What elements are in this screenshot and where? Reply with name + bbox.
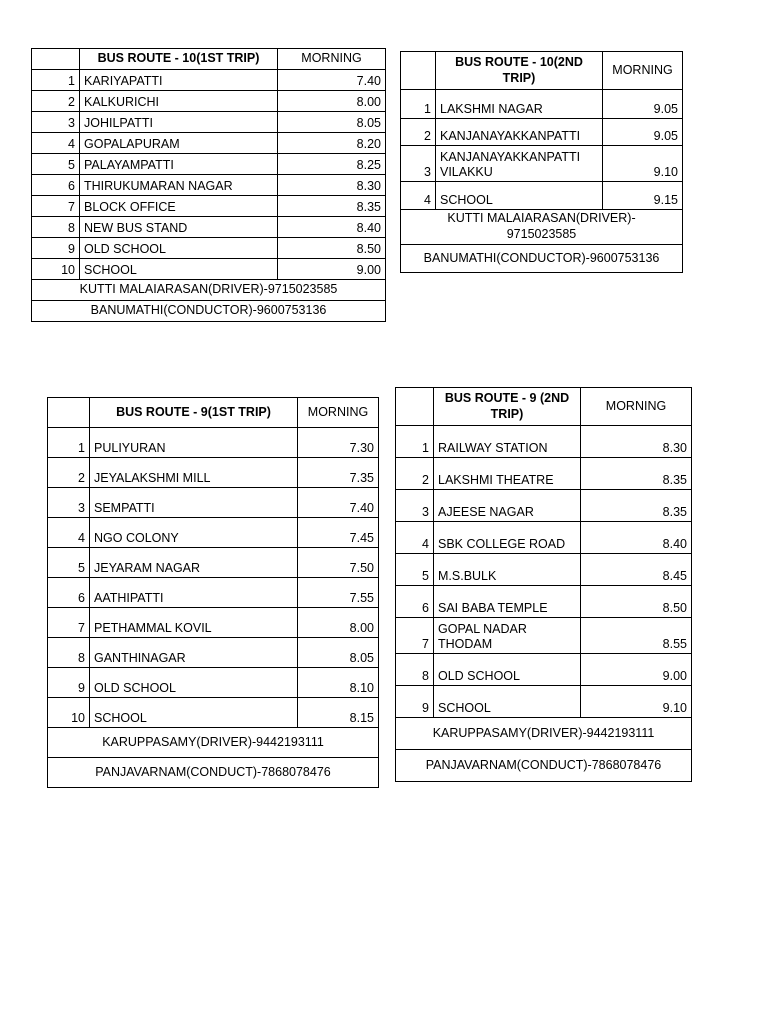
table-row xyxy=(48,428,379,458)
stop-number: 5 xyxy=(32,154,80,175)
route-10-trip-2-table xyxy=(400,51,683,273)
table-row xyxy=(396,618,692,654)
table-row xyxy=(48,518,379,548)
stop-time: 8.30 xyxy=(278,175,386,196)
table-row xyxy=(401,146,683,182)
stop-time: 8.45 xyxy=(581,554,692,586)
stop-name: M.S.BULK xyxy=(434,554,581,586)
route-title: BUS ROUTE - 10(1ST TRIP) xyxy=(80,49,278,70)
stop-time: 9.10 xyxy=(603,146,683,182)
stop-name: PULIYURAN xyxy=(90,428,298,458)
stop-name: SEMPATTI xyxy=(90,488,298,518)
table-row xyxy=(48,698,379,728)
route-9-trip-1-table xyxy=(47,397,379,788)
table-row xyxy=(396,686,692,718)
table-row xyxy=(32,196,386,217)
stop-name: KANJANAYAKKANPATTI xyxy=(436,119,603,146)
stop-name: PETHAMMAL KOVIL xyxy=(90,608,298,638)
stop-number: 4 xyxy=(401,182,436,210)
stop-name: LAKSHMI NAGAR xyxy=(436,90,603,119)
stop-time: 8.00 xyxy=(278,91,386,112)
stop-name: OLD SCHOOL xyxy=(90,668,298,698)
table-row xyxy=(48,488,379,518)
stop-number: 8 xyxy=(32,217,80,238)
route-title: BUS ROUTE - 9(1ST TRIP) xyxy=(90,398,298,428)
stop-number: 5 xyxy=(396,554,434,586)
table-row xyxy=(32,217,386,238)
stop-time: 8.55 xyxy=(581,618,692,654)
table-row xyxy=(48,548,379,578)
table-row xyxy=(48,578,379,608)
stop-name: AJEESE NAGAR xyxy=(434,490,581,522)
stop-number: 1 xyxy=(401,90,436,119)
conductor-info: PANJAVARNAM(CONDUCT)-7868078476 xyxy=(48,758,379,788)
stop-name: KALKURICHI xyxy=(80,91,278,112)
conductor-info: BANUMATHI(CONDUCTOR)-9600753136 xyxy=(32,301,386,322)
driver-info: KUTTI MALAIARASAN(DRIVER)-9715023585 xyxy=(32,280,386,301)
stop-time: 8.05 xyxy=(298,638,379,668)
stop-time: 8.40 xyxy=(278,217,386,238)
stop-number: 9 xyxy=(48,668,90,698)
stop-time: 8.35 xyxy=(581,458,692,490)
stop-name: SAI BABA TEMPLE xyxy=(434,586,581,618)
stop-time: 7.35 xyxy=(298,458,379,488)
stop-number: 7 xyxy=(32,196,80,217)
stop-time: 9.10 xyxy=(581,686,692,718)
conductor-info: BANUMATHI(CONDUCTOR)-9600753136 xyxy=(401,245,683,273)
stop-time: 9.05 xyxy=(603,90,683,119)
table-row xyxy=(396,554,692,586)
stop-time: 9.15 xyxy=(603,182,683,210)
route-9-trip-2-table xyxy=(395,387,692,782)
stop-number: 6 xyxy=(32,175,80,196)
stop-name: SCHOOL xyxy=(90,698,298,728)
table-row xyxy=(48,668,379,698)
stop-number: 1 xyxy=(32,70,80,91)
stop-time: 8.25 xyxy=(278,154,386,175)
driver-info: KUTTI MALAIARASAN(DRIVER)- 9715023585 xyxy=(401,210,683,245)
table-row xyxy=(32,175,386,196)
table-row xyxy=(396,586,692,618)
stop-number: 8 xyxy=(396,654,434,686)
stop-name: LAKSHMI THEATRE xyxy=(434,458,581,490)
stop-number: 4 xyxy=(396,522,434,554)
stop-time: 7.50 xyxy=(298,548,379,578)
table-row xyxy=(32,259,386,280)
stop-name: SCHOOL xyxy=(436,182,603,210)
table-row xyxy=(401,90,683,119)
period-header: MORNING xyxy=(298,398,379,428)
stop-time: 7.45 xyxy=(298,518,379,548)
table-row xyxy=(32,238,386,259)
stop-time: 8.20 xyxy=(278,133,386,154)
stop-number: 7 xyxy=(396,618,434,654)
index-header xyxy=(396,388,434,426)
stop-time: 9.05 xyxy=(603,119,683,146)
driver-info: KARUPPASAMY(DRIVER)-9442193111 xyxy=(48,728,379,758)
stop-number: 10 xyxy=(32,259,80,280)
stop-name: NEW BUS STAND xyxy=(80,217,278,238)
table-row xyxy=(396,654,692,686)
stop-time: 8.50 xyxy=(278,238,386,259)
table-row xyxy=(48,608,379,638)
stop-time: 8.35 xyxy=(581,490,692,522)
stop-number: 9 xyxy=(396,686,434,718)
table-row xyxy=(401,182,683,210)
stop-time: 9.00 xyxy=(278,259,386,280)
stop-time: 7.55 xyxy=(298,578,379,608)
stop-number: 2 xyxy=(32,91,80,112)
period-header: MORNING xyxy=(278,49,386,70)
stop-name: GOPAL NADAR THODAM xyxy=(434,618,581,654)
table-row xyxy=(48,458,379,488)
table-row xyxy=(32,112,386,133)
index-header xyxy=(401,52,436,90)
stop-name: RAILWAY STATION xyxy=(434,426,581,458)
table-row xyxy=(396,426,692,458)
period-header: MORNING xyxy=(581,388,692,426)
index-header xyxy=(48,398,90,428)
stop-name: GOPALAPURAM xyxy=(80,133,278,154)
stop-number: 3 xyxy=(396,490,434,522)
stop-number: 5 xyxy=(48,548,90,578)
stop-name: BLOCK OFFICE xyxy=(80,196,278,217)
stop-time: 8.00 xyxy=(298,608,379,638)
stop-number: 2 xyxy=(48,458,90,488)
stop-time: 8.05 xyxy=(278,112,386,133)
index-header xyxy=(32,49,80,70)
stop-name: JEYARAM NAGAR xyxy=(90,548,298,578)
stop-name: NGO COLONY xyxy=(90,518,298,548)
stop-name: THIRUKUMARAN NAGAR xyxy=(80,175,278,196)
stop-name: PALAYAMPATTI xyxy=(80,154,278,175)
stop-number: 1 xyxy=(396,426,434,458)
stop-number: 9 xyxy=(32,238,80,259)
stop-number: 2 xyxy=(401,119,436,146)
stop-name: JOHILPATTI xyxy=(80,112,278,133)
stop-name: JEYALAKSHMI MILL xyxy=(90,458,298,488)
stop-time: 7.40 xyxy=(278,70,386,91)
table-row xyxy=(32,91,386,112)
conductor-info: PANJAVARNAM(CONDUCT)-7868078476 xyxy=(396,750,692,782)
stop-name: OLD SCHOOL xyxy=(434,654,581,686)
stop-time: 8.50 xyxy=(581,586,692,618)
stop-name: SBK COLLEGE ROAD xyxy=(434,522,581,554)
stop-time: 8.10 xyxy=(298,668,379,698)
stop-name: OLD SCHOOL xyxy=(80,238,278,259)
table-row xyxy=(48,638,379,668)
driver-info: KARUPPASAMY(DRIVER)-9442193111 xyxy=(396,718,692,750)
stop-number: 7 xyxy=(48,608,90,638)
route-10-trip-1-table xyxy=(31,48,386,322)
stop-number: 4 xyxy=(32,133,80,154)
stop-number: 10 xyxy=(48,698,90,728)
stop-name: SCHOOL xyxy=(434,686,581,718)
route-title: BUS ROUTE - 9 (2ND TRIP) xyxy=(434,388,581,426)
table-row xyxy=(32,70,386,91)
stop-number: 6 xyxy=(396,586,434,618)
period-header: MORNING xyxy=(603,52,683,90)
stop-number: 3 xyxy=(401,146,436,182)
stop-name: AATHIPATTI xyxy=(90,578,298,608)
stop-number: 3 xyxy=(48,488,90,518)
stop-time: 9.00 xyxy=(581,654,692,686)
table-row xyxy=(401,119,683,146)
stop-name: GANTHINAGAR xyxy=(90,638,298,668)
stop-time: 8.35 xyxy=(278,196,386,217)
stop-name: KANJANAYAKKANPATTI VILAKKU xyxy=(436,146,603,182)
stop-time: 8.30 xyxy=(581,426,692,458)
table-row xyxy=(396,458,692,490)
stop-time: 7.40 xyxy=(298,488,379,518)
stop-number: 8 xyxy=(48,638,90,668)
stop-time: 8.15 xyxy=(298,698,379,728)
stop-time: 8.40 xyxy=(581,522,692,554)
stop-number: 4 xyxy=(48,518,90,548)
stop-number: 1 xyxy=(48,428,90,458)
table-row xyxy=(396,522,692,554)
table-row xyxy=(32,133,386,154)
table-row xyxy=(32,154,386,175)
stop-time: 7.30 xyxy=(298,428,379,458)
route-title: BUS ROUTE - 10(2ND TRIP) xyxy=(436,52,603,90)
table-row xyxy=(396,490,692,522)
stop-name: SCHOOL xyxy=(80,259,278,280)
stop-number: 6 xyxy=(48,578,90,608)
stop-number: 2 xyxy=(396,458,434,490)
stop-name: KARIYAPATTI xyxy=(80,70,278,91)
stop-number: 3 xyxy=(32,112,80,133)
